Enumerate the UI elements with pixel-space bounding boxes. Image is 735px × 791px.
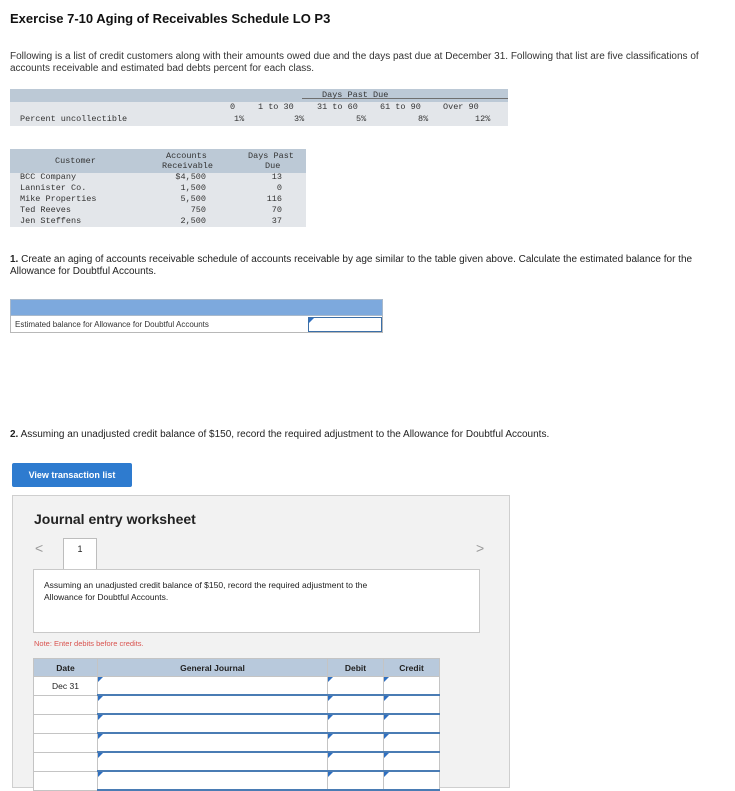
ar-header-line2: Receivable bbox=[162, 161, 214, 171]
journal-row bbox=[34, 771, 440, 790]
question-2-number: 2. bbox=[10, 429, 19, 440]
customer-name: BCC Company bbox=[20, 172, 77, 182]
customer-name: Jen Steffens bbox=[20, 216, 82, 226]
journal-row bbox=[34, 714, 440, 733]
question-1-number: 1. bbox=[10, 254, 19, 265]
general-journal-column-header: General Journal bbox=[98, 659, 328, 677]
journal-table bbox=[33, 658, 440, 791]
exercise-title: Exercise 7-10 Aging of Receivables Schedule LO P3 bbox=[10, 11, 331, 26]
customer-amount: 1,500 bbox=[180, 183, 206, 193]
view-transaction-list-button[interactable]: View transaction list bbox=[12, 463, 132, 487]
journal-date bbox=[34, 752, 98, 771]
customer-amount: 2,500 bbox=[180, 216, 206, 226]
journal-credit-input[interactable] bbox=[384, 695, 440, 714]
journal-credit-input[interactable] bbox=[384, 733, 440, 752]
journal-debit-input[interactable] bbox=[328, 733, 384, 752]
days-past-due-header: Days Past Due bbox=[322, 90, 389, 100]
days-header-line2: Due bbox=[265, 161, 281, 171]
worksheet-tab-1[interactable]: 1 bbox=[63, 538, 97, 569]
journal-row bbox=[34, 733, 440, 752]
percent-table-header bbox=[10, 89, 508, 102]
customer-days: 13 bbox=[271, 172, 282, 182]
col-1-30-label: 1 to 30 bbox=[258, 102, 294, 112]
col-0-label: 0 bbox=[230, 102, 236, 112]
debits-note: Note: Enter debits before credits. bbox=[34, 639, 144, 648]
journal-credit-input[interactable] bbox=[384, 677, 440, 696]
journal-debit-input[interactable] bbox=[328, 677, 384, 696]
journal-date bbox=[34, 714, 98, 733]
journal-account-input[interactable] bbox=[98, 733, 328, 752]
worksheet-description: Assuming an unadjusted credit balance of $150, record the required adjustment to the Allowance for Doubtful Accounts. bbox=[44, 580, 368, 602]
journal-credit-input[interactable] bbox=[384, 771, 440, 790]
pct-31-60: 5% bbox=[356, 114, 367, 124]
pct-61-90: 8% bbox=[418, 114, 429, 124]
ar-header-line1: Accounts bbox=[166, 151, 207, 161]
credit-column-header: Credit bbox=[384, 659, 440, 677]
percent-uncollectible-label: Percent uncollectible bbox=[20, 114, 128, 124]
journal-date bbox=[34, 771, 98, 790]
pct-1-30: 3% bbox=[294, 114, 305, 124]
journal-credit-input[interactable] bbox=[384, 752, 440, 771]
journal-debit-input[interactable] bbox=[328, 714, 384, 733]
customer-amount: 750 bbox=[190, 205, 206, 215]
journal-row bbox=[34, 752, 440, 771]
worksheet-title: Journal entry worksheet bbox=[34, 511, 196, 527]
journal-date bbox=[34, 733, 98, 752]
journal-account-input[interactable] bbox=[98, 695, 328, 714]
customer-amount: $4,500 bbox=[175, 172, 206, 182]
journal-date bbox=[34, 695, 98, 714]
customer-days: 70 bbox=[271, 205, 282, 215]
answer-table-header bbox=[10, 299, 383, 316]
question-2 bbox=[10, 429, 710, 440]
prev-arrow-icon[interactable]: < bbox=[35, 540, 44, 556]
journal-account-input[interactable] bbox=[98, 714, 328, 733]
customer-header: Customer bbox=[55, 156, 96, 166]
journal-debit-input[interactable] bbox=[328, 695, 384, 714]
pct-over-90: 12% bbox=[475, 114, 491, 124]
col-over-90-label: Over 90 bbox=[443, 102, 479, 112]
journal-row bbox=[34, 695, 440, 714]
date-column-header: Date bbox=[34, 659, 98, 677]
next-arrow-icon[interactable]: > bbox=[476, 540, 485, 556]
journal-row bbox=[34, 677, 440, 696]
col-61-90-label: 61 to 90 bbox=[380, 102, 421, 112]
question-1 bbox=[10, 254, 700, 278]
customer-name: Mike Properties bbox=[20, 194, 97, 204]
customer-days: 37 bbox=[271, 216, 282, 226]
customer-days: 116 bbox=[266, 194, 282, 204]
estimated-balance-input[interactable] bbox=[308, 317, 382, 332]
question-1-text: Create an aging of accounts receivable schedule of accounts receivable by age similar to the table given above. Calculate the estimated balance for the Allowance for Doubtful Accounts. bbox=[10, 254, 693, 277]
question-2-text: Assuming an unadjusted credit balance of $150, record the required adjustment to the Allowance for Doubtful Accounts. bbox=[20, 429, 550, 440]
debit-column-header: Debit bbox=[328, 659, 384, 677]
customer-days: 0 bbox=[276, 183, 282, 193]
pct-0: 1% bbox=[234, 114, 245, 124]
journal-debit-input[interactable] bbox=[328, 771, 384, 790]
days-header-line1: Days Past bbox=[248, 151, 294, 161]
customer-amount: 5,500 bbox=[180, 194, 206, 204]
customer-name: Lannister Co. bbox=[20, 183, 87, 193]
intro-text: Following is a list of credit customers along with their amounts owed due and the days past due at December 31. Following that list are five classifications of accounts receivable and estimated bad debts percent for each class. bbox=[10, 51, 699, 74]
journal-account-input[interactable] bbox=[98, 752, 328, 771]
col-31-60-label: 31 to 60 bbox=[317, 102, 358, 112]
estimated-balance-label: Estimated balance for Allowance for Doubtful Accounts bbox=[15, 320, 209, 329]
journal-date: Dec 31 bbox=[34, 677, 98, 696]
journal-debit-input[interactable] bbox=[328, 752, 384, 771]
journal-account-input[interactable] bbox=[98, 677, 328, 696]
journal-account-input[interactable] bbox=[98, 771, 328, 790]
customer-name: Ted Reeves bbox=[20, 205, 72, 215]
journal-credit-input[interactable] bbox=[384, 714, 440, 733]
